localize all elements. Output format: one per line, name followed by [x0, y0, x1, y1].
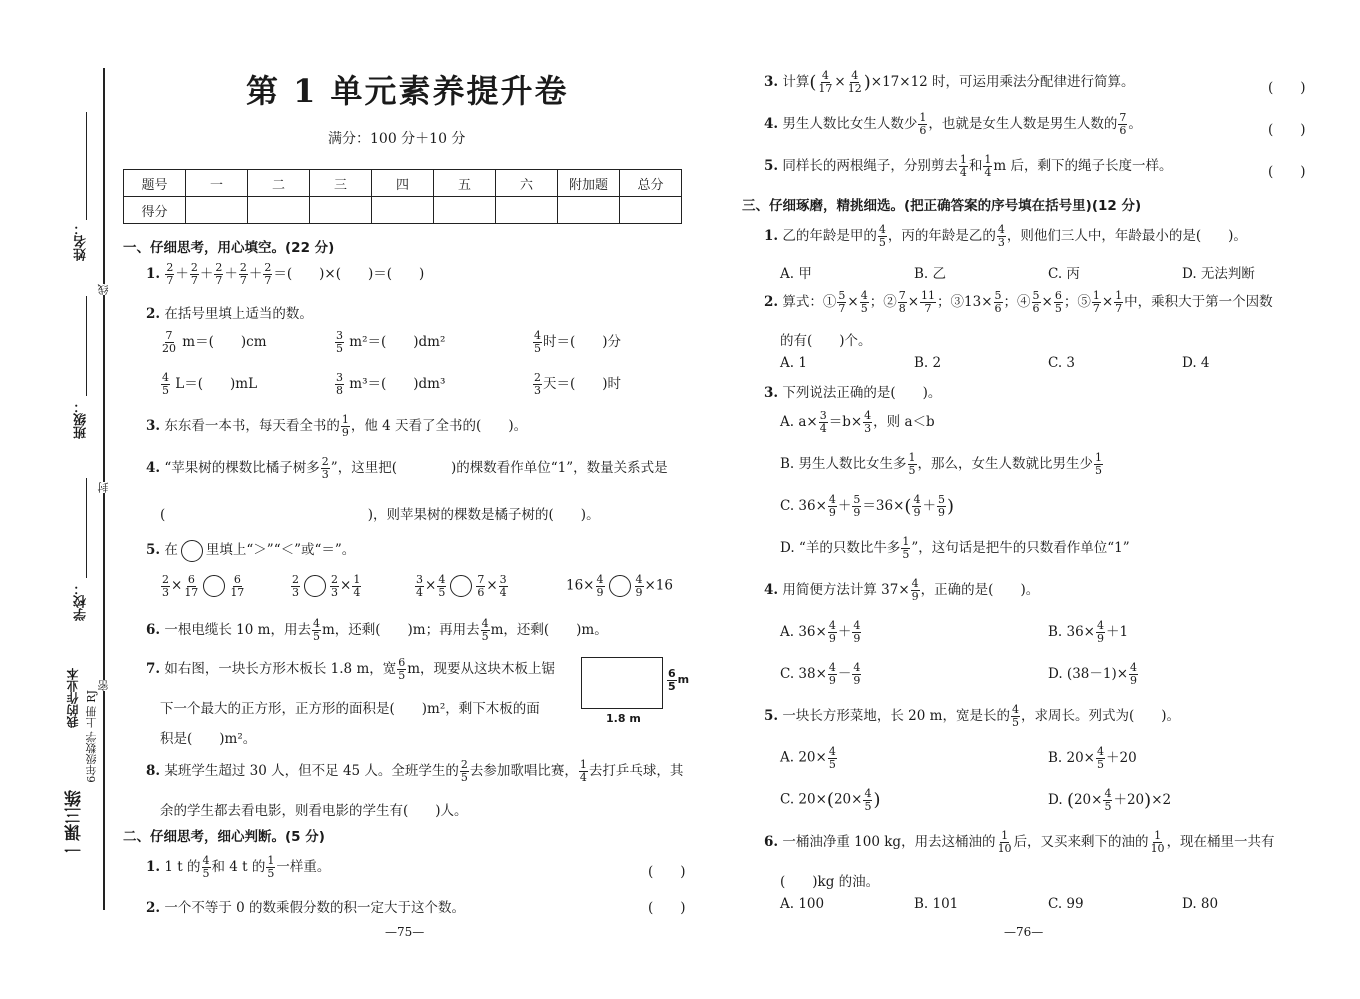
choice-3-option-b[interactable]: B. 男生人数比女生多 $\frac{1}{5}$ ，那么，女生人数就比男生少 $\frac{1}{5}$	[780, 451, 1103, 477]
compare-circle[interactable]	[609, 575, 631, 597]
question-1-6: 6. 一根电缆长 10 m，用去 $\frac{4}{5}$ m，还剩( )m；再用去 $\frac{4}{5}$ m，还剩( )m。	[146, 617, 608, 643]
choice-1-option-c[interactable]: C. 丙	[1048, 266, 1080, 282]
school-underline	[86, 478, 87, 578]
question-1-7-cont2: 积是( )m²。	[160, 731, 257, 747]
score-input-cell[interactable]	[434, 197, 496, 224]
score-input-cell[interactable]	[620, 197, 682, 224]
q2-item-3: $\frac{4}{5}$ 时＝( )分	[534, 329, 622, 355]
score-table	[123, 169, 682, 224]
score-cell: 一	[186, 170, 248, 197]
q2-item-6: $\frac{2}{3}$ 天＝( )时	[534, 371, 622, 397]
compare-circle[interactable]	[304, 575, 326, 597]
question-1-8-cont: 余的学生都去看电影，则看电影的学生有( )人。	[160, 803, 468, 819]
q5-item-4: 16× $\frac{4}{9}$ $\frac{4}{9}$ ×16	[566, 573, 673, 599]
choice-5-option-d[interactable]: D. (20× $\frac{4}{5}$ ＋20)×2	[1048, 787, 1172, 813]
score-input-cell[interactable]	[248, 197, 310, 224]
page-number-right: —76—	[1004, 925, 1044, 939]
choice-6-cont: ( )kg 的油。	[780, 874, 880, 890]
judge-2-answer[interactable]: ( )	[648, 900, 686, 916]
choice-1: 1. 乙的年龄是甲的 $\frac{4}{5}$ ，丙的年龄是乙的 $\frac{4}{3}$ ，则他们三人中，年龄最小的是( )。	[764, 223, 1247, 249]
compare-circle[interactable]	[203, 575, 225, 597]
score-cell: 题号	[124, 170, 186, 197]
class-underline	[86, 296, 87, 396]
line-mark-1: 线	[97, 284, 110, 295]
choice-2: 2. 算式：① $\frac{5}{7}$ × $\frac{4}{5}$ ；② $\frac{7}{8}$ × $\frac{11}{7}$ ；③13× $\frac{5}{6}$ ；④ $\frac{5}{6}$ × $\frac{6}{5}$ ；⑤ $\frac{1}{7}$ × $\frac{1}{7}$ 中，乘积大于第一个因数	[764, 289, 1273, 315]
choice-5-option-a[interactable]: A. 20× $\frac{4}{5}$	[780, 745, 836, 771]
question-1-7-cont1: 下一个最大的正方形，正方形的面积是( )m²，剩下木板的面	[160, 701, 540, 717]
choice-4-option-a[interactable]: A. 36× $\frac{4}{9}$ ＋ $\frac{4}{9}$	[780, 619, 861, 645]
school-label: 学校：	[74, 582, 89, 621]
name-label: 姓名：	[74, 222, 89, 261]
q5-item-2: $\frac{2}{3}$ $\frac{2}{3}$ × $\frac{1}{4}$	[292, 573, 361, 599]
page-number-left: —75—	[385, 925, 425, 939]
score-table-header-row	[124, 170, 682, 197]
section-3-heading: 三、仔细琢磨，精挑细选。(把正确答案的序号填在括号里)(12 分)	[742, 198, 1142, 214]
score-input-cell[interactable]	[186, 197, 248, 224]
score-input-cell[interactable]	[372, 197, 434, 224]
figure-width-label: 1.8 m	[606, 712, 641, 725]
score-table-score-row	[124, 197, 682, 224]
line-mark-3: 密	[97, 680, 110, 691]
score-cell: 四	[372, 170, 434, 197]
grade-info: 6年级数学 上册 RJ	[85, 690, 98, 783]
choice-5-option-b[interactable]: B. 20× $\frac{4}{5}$ ＋20	[1048, 745, 1137, 771]
choice-6-option-a[interactable]: A. 100	[780, 896, 825, 912]
score-cell: 二	[248, 170, 310, 197]
score-cell: 六	[496, 170, 558, 197]
choice-3: 3. 下列说法正确的是( )。	[764, 385, 942, 401]
judge-3-answer[interactable]: ( )	[1268, 80, 1306, 96]
choice-4-option-c[interactable]: C. 38× $\frac{4}{9}$ － $\frac{4}{9}$	[780, 661, 861, 687]
judge-4: 4. 男生人数比女生人数少 $\frac{1}{6}$ ，也就是女生人数是男生人数的 $\frac{7}{6}$ 。	[764, 111, 1142, 137]
section-1-heading: 一、仔细思考，用心填空。(22 分)	[123, 240, 335, 256]
choice-5: 5. 一块长方形菜地，长 20 m，宽是长的 $\frac{4}{5}$ ，求周长。列式为( )。	[764, 703, 1180, 729]
choice-2-option-c[interactable]: C. 3	[1048, 355, 1076, 371]
section-2-heading: 二、仔细思考，细心判断。(5 分)	[123, 829, 325, 845]
question-1-7: 7. 如右图，一块长方形木板长 1.8 m，宽 $\frac{6}{5}$ m，现要从这块木板上锯	[146, 656, 556, 682]
q5-item-1: $\frac{2}{3}$ × $\frac{6}{17}$ $\frac{6}{17}$	[162, 573, 245, 599]
choice-3-option-d[interactable]: D. “羊的只数比牛多 $\frac{1}{5}$ ”，这句话是把牛的只数看作单位“1”	[780, 535, 1130, 561]
question-1-4-cont: ( )，则苹果树的棵数是橘子树的( )。	[160, 507, 600, 523]
choice-4-option-d[interactable]: D. (38－1)× $\frac{4}{9}$	[1048, 661, 1138, 687]
figure-height-label: $\frac{6}{5}$ m	[668, 667, 690, 693]
choice-6: 6. 一桶油净重 100 kg，用去这桶油的 $\frac{1}{10}$ 后，又买来剩下的油的 $\frac{1}{10}$ ，现在桶里一共有	[764, 829, 1275, 855]
choice-3-option-a[interactable]: A. a× $\frac{3}{4}$ ＝b× $\frac{4}{3}$ ，则 a＜b	[780, 409, 935, 435]
choice-2-cont: 的有( )个。	[780, 333, 872, 349]
choice-6-option-d[interactable]: D. 80	[1182, 896, 1219, 912]
fraction: $\frac{2}{7}$	[239, 261, 247, 287]
rectangle-figure	[581, 657, 663, 709]
choice-2-option-b[interactable]: B. 2	[914, 355, 942, 371]
fraction: $\frac{2}{7}$	[190, 261, 198, 287]
judge-4-answer[interactable]: ( )	[1268, 122, 1306, 138]
choice-1-option-a[interactable]: A. 甲	[780, 266, 812, 282]
page-title: 第 1 单元素养提升卷	[246, 72, 569, 110]
fraction: $\frac{2}{7}$	[264, 261, 272, 287]
score-input-cell[interactable]	[310, 197, 372, 224]
fraction: $\frac{2}{7}$	[215, 261, 223, 287]
judge-5-answer[interactable]: ( )	[1268, 164, 1306, 180]
choice-3-option-c[interactable]: C. 36× $\frac{4}{9}$ ＋ $\frac{5}{9}$ ＝36×( $\frac{4}{9}$ ＋ $\frac{5}{9}$ )	[780, 493, 954, 519]
choice-2-option-d[interactable]: D. 4	[1182, 355, 1210, 371]
choice-2-option-a[interactable]: A. 1	[780, 355, 807, 371]
score-cell: 总分	[620, 170, 682, 197]
q2-item-1: $\frac{7}{20}$ m＝( )cm	[162, 329, 267, 355]
score-input-cell[interactable]	[496, 197, 558, 224]
q2-item-2: $\frac{3}{5}$ m²＝( )dm²	[336, 329, 446, 355]
judge-5: 5. 同样长的两根绳子，分别剪去 $\frac{1}{4}$ 和 $\frac{1}{4}$ m 后，剩下的绳子长度一样。	[764, 153, 1173, 179]
choice-6-option-c[interactable]: C. 99	[1048, 896, 1084, 912]
fraction: $\frac{2}{7}$	[166, 261, 174, 287]
q5-item-3: $\frac{3}{4}$ × $\frac{4}{5}$ $\frac{7}{6}$ × $\frac{3}{4}$	[416, 573, 507, 599]
question-1-3: 3. 东东看一本书，每天看全书的 $\frac{1}{9}$ ，他 4 天看了全书的( )。	[146, 413, 528, 439]
question-1-2: 2. 在括号里填上适当的数。	[146, 306, 313, 322]
choice-4-option-b[interactable]: B. 36× $\frac{4}{9}$ ＋1	[1048, 619, 1129, 645]
question-1-1: 1. $\frac{2}{7}$ ＋ $\frac{2}{7}$ ＋ $\frac{2}{7}$ ＋ $\frac{2}{7}$ ＋ $\frac{2}{7}$ ＝( )×( )＝( )	[146, 261, 425, 287]
score-cell: 三	[310, 170, 372, 197]
page-subtitle: 满分：100 分＋10 分	[328, 131, 466, 147]
score-cell: 五	[434, 170, 496, 197]
judge-1-answer[interactable]: ( )	[648, 864, 686, 880]
question-1-4: 4. “苹果树的棵数比橘子树多 $\frac{2}{3}$ ”，这里把( )的棵数看作单位“1”，数量关系式是	[146, 455, 668, 481]
choice-1-option-b[interactable]: B. 乙	[914, 266, 947, 282]
score-cell: 附加题	[558, 170, 620, 197]
compare-circle[interactable]	[181, 540, 203, 562]
judge-1: 1. 1 t 的 $\frac{4}{5}$ 和 4 t 的 $\frac{1}{5}$ 一样重。	[146, 854, 331, 880]
choice-4: 4. 用简便方法计算 37× $\frac{4}{9}$ ，正确的是( )。	[764, 577, 1040, 603]
score-row-label: 得分	[124, 197, 186, 224]
score-input-cell[interactable]	[558, 197, 620, 224]
brand-logo: 一课三练	[65, 790, 85, 858]
compare-circle[interactable]	[450, 575, 472, 597]
choice-1-option-d[interactable]: D. 无法判断	[1182, 266, 1255, 282]
judge-2: 2. 一个不等于 0 的数乘假分数的积一定大于这个数。	[146, 900, 466, 916]
line-mark-2: 封	[97, 482, 110, 493]
brand-sub: 我的作业本	[66, 668, 80, 728]
q2-item-5: $\frac{3}{8}$ m³＝( )dm³	[336, 371, 446, 397]
class-label: 班级：	[74, 400, 89, 439]
question-1-5: 5. 在 里填上“＞”“＜”或“＝”。	[146, 538, 355, 562]
judge-3: 3. 计算( $\frac{4}{17}$ × $\frac{4}{12}$ )×17×12 时，可运用乘法分配律进行简算。	[764, 69, 1135, 95]
choice-6-option-b[interactable]: B. 101	[914, 896, 959, 912]
q2-item-4: $\frac{4}{5}$ L＝( )mL	[162, 371, 258, 397]
name-underline	[86, 112, 87, 220]
choice-5-option-c[interactable]: C. 20×(20× $\frac{4}{5}$ )	[780, 787, 881, 813]
question-1-8: 8. 某班学生超过 30 人，但不足 45 人。全班学生的 $\frac{2}{5}$ 去参加歌唱比赛， $\frac{1}{4}$ 去打乒乓球，其	[146, 758, 684, 784]
